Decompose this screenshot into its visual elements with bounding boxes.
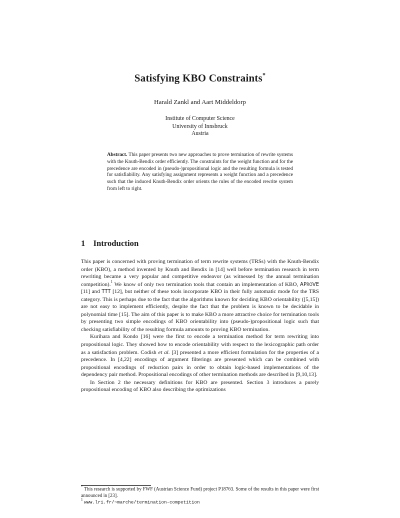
paragraph [81,334,319,379]
footnote-rule [81,485,151,486]
tool-name: AProVE [300,281,319,288]
paragraph-text: [11] and [81,289,102,296]
footnote-mark: 1 [81,498,83,503]
paragraph: In Section 2 the necessary definitions for KBO are presented. Section 3 introduces a purely propositional encoding of KBO also describing the optimizations [81,379,319,394]
body-text [81,259,319,395]
abstract [107,152,293,193]
paper-title-text: Satisfying KBO Constraints [134,73,263,85]
section-title: Introduction [93,239,139,248]
affiliation-line: Institute of Computer Science [165,116,235,122]
paragraph-text: Kurihara and Kondo [16] were the first to encode a termination method for term rewriting into propositional logic. They showed how to encode orientability with respect to the lexicographic path order as a satisfaction problem. Codish [81,334,319,356]
section-heading [81,239,139,248]
paragraph-text: We know of only two termination tools that contain an implementation of KBO, [112,281,301,288]
emphasis: et al. [158,349,170,356]
abstract-text: This paper presents two new approaches to prove termination of rewrite systems with the Knuth-Bendix order efficiently. The constraints for the weight function and for the precedence are encoded in (pseudo-)propositional logic and the resulting formula is tested for satisfiability. Any satisfying assignment represents a weight function and a precedence such that the induced Knuth-Bendix order orients the rules of the encoded rewrite system from left to right. [107,152,293,192]
footnote-ref: 1 [110,279,113,284]
footnotes [81,487,319,507]
paragraph-text: [3] presented a more efficient formulation for the properties of a precedence. In [4,22] encodings of argument filterings are presented which can be combined with propositional encodings of reduction pairs in order to obtain logic-based implementations of the dependency pair method. Propositional encodings of other termination methods are described in [9,10,13]. [81,349,320,379]
paper-authors: Harald Zankl and Aart Middeldorp [154,99,246,106]
affiliation-line: University of Innsbruck [172,123,228,130]
footnote [81,500,319,507]
title-footnote-mark: * [262,73,266,79]
footnote-text: This research is supported by FWF (Austrian Science Fund) project P18763. Some of the results in this paper were first announced in [23]. [81,487,320,499]
affiliation-line: Austria [191,131,209,138]
footnote-mark: * [81,485,83,489]
section-number: 1 [81,239,86,248]
paragraph-text: This paper is concerned with proving termination of term rewrite systems (TRSs) with the Knuth-Bendix order (KBO), a method invented by Knuth and Bendix in [14] well before termination research in term rewriting became a very popular and competitive endeavor (as witnessed by the annual termination competition). [81,259,319,288]
paper-affiliation [0,116,400,139]
paragraph-text: [12], but neither of these tools incorporate KBO in their fully automatic mode for the TRS category. This is perhaps due to the fact that the algorithms known for deciding KBO orientability ([5,15]) are not easy to implement efficiently, despite the fact that the problem is known to be decidable in polynomial time [15]. The aim of this paper is to make KBO a more attractive choice for termination tools by presenting two simple encodings of KBO orientability into (pseudo-)propositional logic such that checking satisfiability of the resulting formula amounts to proving KBO termination. [81,289,319,333]
abstract-label: Abstract. [107,152,128,158]
paper-title [0,73,400,85]
footnote-url: www.lri.fr/~marche/termination-competition [84,500,200,506]
tool-name: TTT [101,289,111,296]
paragraph [81,259,319,334]
